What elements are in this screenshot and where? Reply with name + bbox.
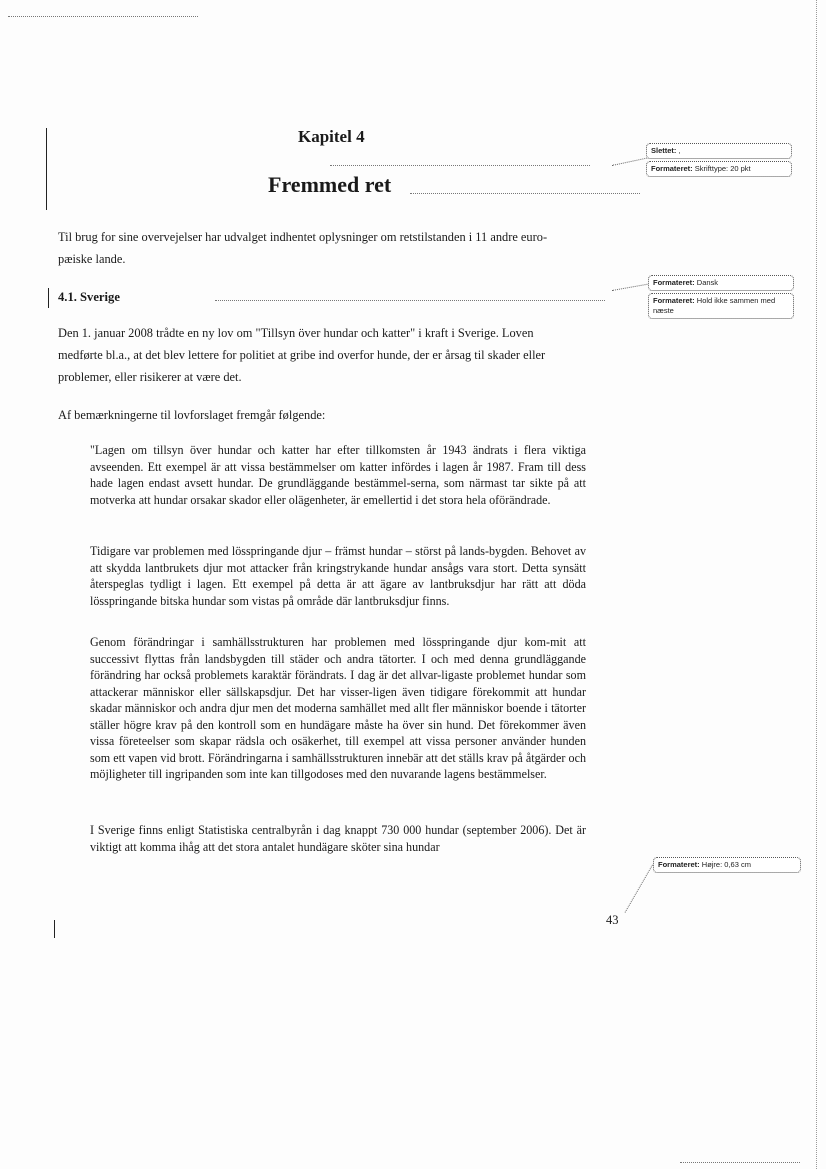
chapter-label: Kapitel 4 (298, 127, 365, 146)
comment-text: Dansk (694, 278, 719, 287)
scan-artifact-top (8, 16, 198, 17)
comment-text: Højre: 0,63 cm (699, 860, 751, 869)
tracking-dotted-line (410, 193, 640, 194)
section-heading: 4.1. Sverige (58, 290, 120, 304)
comment-text: Hold ikke sammen med næste (653, 296, 776, 315)
quote-paragraph: I Sverige finns enligt Statistiska centralbyrån i dag knappt 730 000 hundar (september 2006). Det är viktigt att komma ihåg att det stora antalet hundägare sköter sina hundar (90, 823, 586, 854)
quote-paragraph: Genom förändringar i samhällsstrukturen har problemen med lösspringande djur kom-mit att successivt flyttas från landsbygden till städer och andra tätorter. I och med denna grundläggande förändring har också problemets karaktär förändrats. I dag är det allvar-ligaste problemet hundar som attackerar människor eller sällskapsdjur. Det har visser-ligen även tidigare förekommit att hundar skadar människor och andra djur men det moderna samhället med allt fler människor boende i tätorter ställer högre krav på den kontroll som en hundägare måste ha över sin hund. Det förekommer även vissa företeelser som skapar rädsla och osäkerhet, till exempel att vissa personer använder hunden som ett vapen vid brott. Förändringarna i samhällsstrukturen innebär att det ställs krav på åtgärder och möjligheter till ingripanden som inte kan tillgodoses med den nuvarande lagens bestämmelser. (90, 635, 586, 781)
change-bar-bottom (54, 920, 55, 938)
comment-label: Formateret: (653, 278, 695, 287)
comment-formatted-language[interactable] (648, 275, 794, 291)
scan-artifact-bottom (680, 1162, 800, 1163)
comment-label: Formateret: (658, 860, 700, 869)
change-bar-title (46, 128, 47, 210)
comment-formatted-indent[interactable] (653, 857, 801, 873)
scan-artifact-right (816, 0, 817, 1169)
page-number: 43 (606, 913, 619, 927)
comment-connector (612, 158, 647, 166)
comment-text: , (676, 146, 681, 155)
body-paragraph: Af bemærkningerne til lovforslaget fremgår følgende: (58, 408, 326, 422)
change-bar-section (48, 288, 49, 308)
comment-label: Formateret: (653, 296, 695, 305)
comment-connector (625, 865, 653, 913)
tracking-dotted-line (330, 165, 590, 166)
comment-formatted-keep[interactable] (648, 293, 794, 319)
comment-text: Skrifttype: 20 pkt (692, 164, 751, 173)
comment-connector (612, 284, 648, 291)
comment-deleted[interactable] (646, 143, 792, 159)
body-paragraph: Den 1. januar 2008 trådte en ny lov om "Tillsyn över hundar och katter" i kraft i Sverige. Loven medførte bl.a., at det blev lettere for politiet at gribe ind overfor hunde, der er årsag til skader eller problemer, eller risikerer at være det. (58, 326, 546, 384)
comment-label: Formateret: (651, 164, 693, 173)
tracking-dotted-line (215, 300, 605, 301)
intro-paragraph: Til brug for sine overvejelser har udvalget indhentet oplysninger om retstilstanden i 11 andre euro- pæiske lande. (58, 230, 548, 266)
quote-paragraph: "Lagen om tillsyn över hundar och katter har efter tillkomsten år 1943 ändrats i flera viktiga avseenden. Ett exempel är att vissa bestämmelser om katter infördes i lagen år 1987. Fram till dess hade lagen endast avsett hundar. De grundläggande bestämmel-serna, som närmast tar sikte på att motverka att hundar orsakar skador eller olägenheter, är emellertid i det stora hela oförändrade. (90, 443, 586, 507)
comment-formatted-font[interactable] (646, 161, 792, 177)
chapter-title: Fremmed ret (268, 172, 392, 197)
quote-paragraph: Tidigare var problemen med lösspringande djur – främst hundar – störst på lands-bygden. Behovet av att skydda lantbrukets djur mot attacker från kringstrykande hundar ansågs vara stort. Detta synsätt återspeglas tydligt i lagen. Ett exempel på detta är att ägare av lantbruksdjur har rätt att döda lösspringande bitska hundar som vistas på område där lantbruksdjur finns. (90, 544, 586, 608)
comment-label: Slettet: (651, 146, 677, 155)
